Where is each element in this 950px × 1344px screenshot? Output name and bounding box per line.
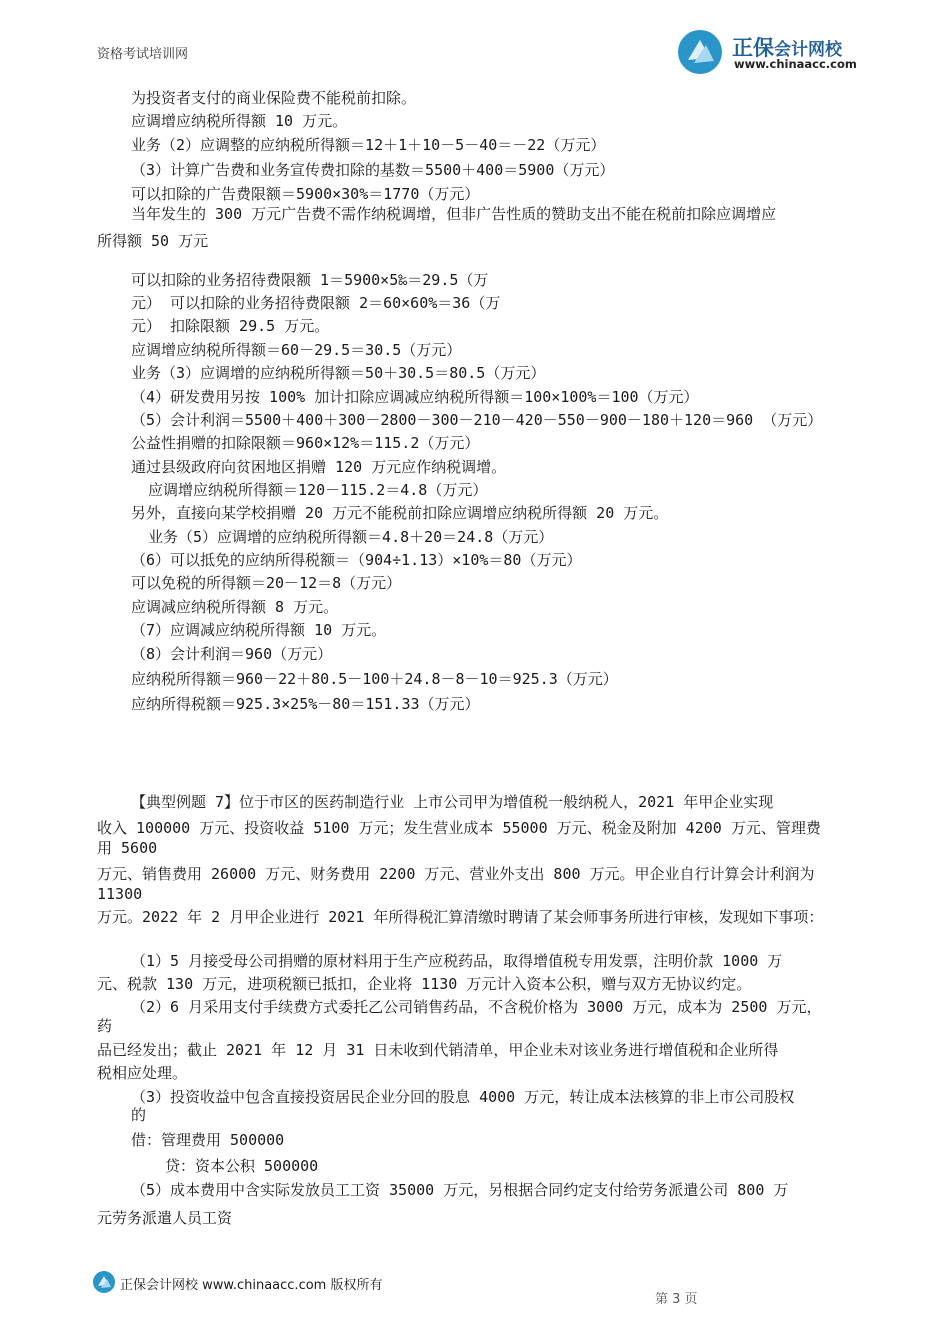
text-line: 用 5600 [97, 839, 158, 857]
text-line: （4）研发费用另按 100% 加计扣除应调减应纳税所得额＝100×100%＝100（万元） [131, 388, 699, 406]
text-line: 品已经发出；截止 2021 年 12 月 31 日未收到代销清单，甲企业未对该业务进行增值税和企业所得 [97, 1041, 779, 1059]
text-line: 元） 可以扣除的业务招待费限额 2＝60×60%＝36（万 [131, 294, 501, 312]
text-line: （5）会计利润＝5500＋400＋300－2800－300－210－420－550－900－180＋120＝960 （万元） [131, 411, 823, 429]
text-line: （7）应调减应纳税所得额 10 万元。 [131, 621, 387, 639]
text-line: 万元。2022 年 2 月甲企业进行 2021 年所得税汇算清缴时聘请了某会师事务所进行审核，发现如下事项： [97, 908, 824, 926]
text-line: 为投资者支付的商业保险费不能税前扣除。 [131, 89, 417, 107]
text-line: （1）5 月接受母公司捐赠的原材料用于生产应税药品，取得增值税专用发票，注明价款 1000 万 [131, 952, 783, 970]
logo-emblem-icon [678, 30, 722, 74]
text-line: 税相应处理。 [97, 1064, 188, 1082]
text-line: 通过县级政府向贫困地区捐赠 120 万元应作纳税调增。 [131, 458, 507, 476]
footer-logo-icon [93, 1271, 115, 1293]
text-line: 公益性捐赠的扣除限额＝960×12%＝115.2（万元） [131, 434, 480, 452]
text-line: 元） 扣除限额 29.5 万元。 [131, 317, 330, 335]
text-line: 应调增应纳税所得额 10 万元。 [131, 112, 348, 130]
text-line: 应调增应纳税所得额＝60－29.5＝30.5（万元） [131, 341, 462, 359]
text-line-clipped: 【典型例题 7】位于市区的医药制造行业 上市公司甲为增值税一般纳税人，2021 年甲企业实现 [131, 793, 774, 811]
text-line: （3）计算广告费和业务宣传费扣除的基数＝5500＋400＝5900（万元） [131, 161, 615, 179]
header-site-text: 资格考试培训网 [97, 47, 189, 62]
text-line: （6）可以抵免的应纳所得税额＝（904÷1.13）×10%＝80（万元） [131, 551, 582, 569]
text-line: 可以免税的所得额＝20－12＝8（万元） [131, 574, 402, 592]
logo-url: www.chinaacc.com [734, 57, 857, 71]
text-line-clipped: 所得额 50 万元 [97, 232, 209, 250]
text-line-clipped: （5）成本费用中含实际发放员工工资 35000 万元，另根据合同约定支付给劳务派遣公司 800 万 [131, 1181, 789, 1199]
text-line: 收入 100000 万元、投资收益 5100 万元；发生营业成本 55000 万元、税金及附加 4200 万元、管理费 [97, 819, 821, 837]
text-line: 另外，直接向某学校捐赠 20 万元不能税前扣除应调增应纳税所得额 20 万元。 [131, 504, 669, 522]
logo-title: 正保会计网校 [732, 36, 842, 60]
text-line: 业务（2）应调整的应纳税所得额＝12＋1＋10－5－40＝－22（万元） [131, 136, 606, 154]
text-line: 应纳税所得额＝960－22＋80.5－100＋24.8－8－10＝925.3（万元） [131, 670, 618, 688]
text-line-clipped: 元劳务派遣人员工资 [97, 1209, 233, 1227]
text-line: 可以扣除的业务招待费限额 1＝5900×5‰＝29.5（万 [131, 271, 489, 289]
text-line: 业务（3）应调增的应纳税所得额＝50＋30.5＝80.5（万元） [131, 364, 546, 382]
text-line-clipped: 可以扣除的广告费限额＝5900×30%＝1770（万元） [131, 185, 480, 203]
text-line: 借：管理费用 500000 [131, 1131, 285, 1149]
text-line: 药 [97, 1017, 113, 1035]
text-line: 贷：资本公积 500000 [165, 1157, 319, 1175]
page-number: 第 3 页 [655, 1292, 698, 1307]
text-line: （2）6 月采用支付手续费方式委托乙公司销售药品，不含税价格为 3000 万元，成本为 2500 万元， [131, 998, 822, 1016]
text-line-clipped: 当年发生的 300 万元广告费不需作纳税调增，但非广告性质的赞助支出不能在税前扣除应调增应 [131, 205, 777, 223]
text-line: 11300 [97, 885, 143, 903]
text-line: （3）投资收益中包含直接投资居民企业分回的股息 4000 万元，转让成本法核算的非上市公司股权 [131, 1088, 795, 1106]
text-line: 元、税款 130 万元，进项税额已抵扣，企业将 1130 万元计入资本公积，赠与双方无协议约定。 [97, 975, 752, 993]
text-line: 应调增应纳税所得额＝120－115.2＝4.8（万元） [148, 481, 488, 499]
brand-logo [678, 30, 878, 76]
text-line: 业务（5）应调增的应纳税所得额＝4.8＋20＝24.8（万元） [148, 528, 554, 546]
text-line: 应调减应纳税所得额 8 万元。 [131, 598, 339, 616]
text-line: 应纳所得税额＝925.3×25%－80＝151.33（万元） [131, 695, 480, 713]
footer-copyright: 正保会计网校 www.chinaacc.com 版权所有 [120, 1278, 383, 1293]
text-line: 万元、销售费用 26000 万元、财务费用 2200 万元、营业外支出 800 万元。甲企业自行计算会计利润为 [97, 865, 815, 883]
text-line: （8）会计利润＝960（万元） [131, 645, 333, 663]
text-line-clipped: 的 [131, 1106, 147, 1124]
